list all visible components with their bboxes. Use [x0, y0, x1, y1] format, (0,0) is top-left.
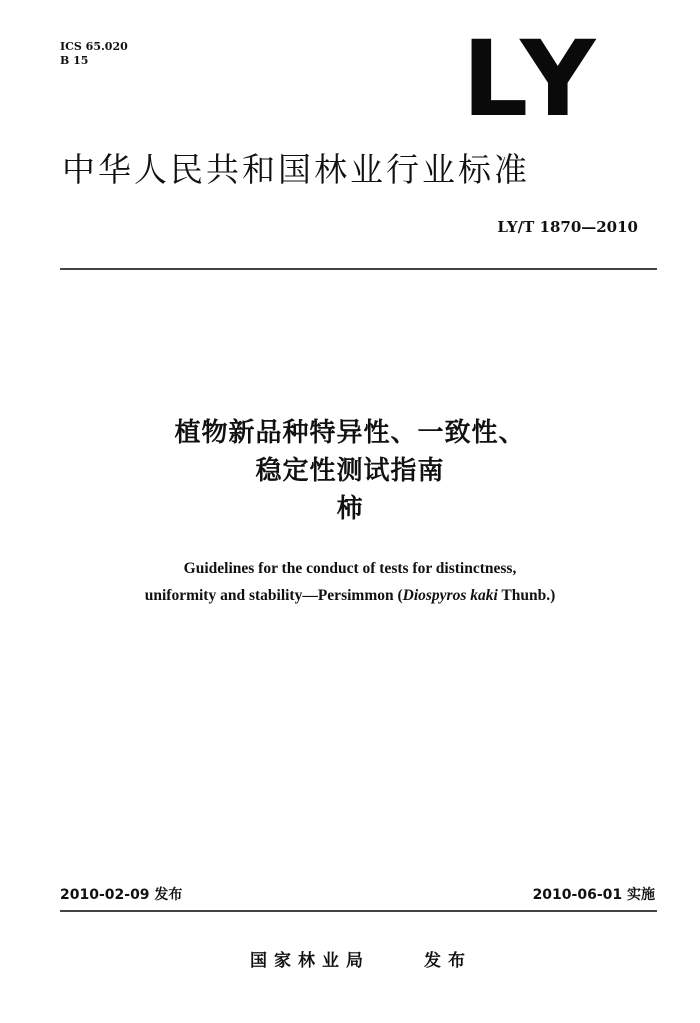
issue-date: 2010-02-09 发布 — [60, 887, 183, 903]
ccs-code: B 15 — [60, 54, 89, 67]
publish-label: 发布 — [424, 951, 472, 971]
document-title — [0, 414, 700, 528]
top-divider — [60, 268, 657, 270]
standard-number: LY/T 1870—2010 — [497, 218, 638, 236]
english-title-line-2 — [0, 582, 700, 609]
english-title-prefix: uniformity and stability—Persimmon ( — [144, 587, 403, 604]
english-title-line-1: Guidelines for the conduct of tests for distinctness, — [183, 560, 517, 577]
title-line-1: 植物新品种特异性、一致性、 — [174, 418, 526, 448]
bottom-divider — [60, 910, 657, 912]
standard-logo: LY — [462, 18, 604, 140]
ics-code: ICS 65.020 — [60, 40, 128, 53]
publisher-name: 国家林业局 — [250, 951, 370, 971]
classification-codes — [60, 40, 128, 68]
title-line-3: 柿 — [336, 494, 364, 524]
species-name: Diospyros kaki — [402, 587, 498, 604]
implementation-date: 2010-06-01 实施 — [532, 887, 655, 903]
english-title — [0, 555, 700, 609]
title-line-2: 稳定性测试指南 — [255, 456, 445, 486]
english-title-suffix: Thunb.) — [497, 587, 556, 604]
standard-category-title: 中华人民共和国林业行业标准 — [62, 150, 530, 189]
